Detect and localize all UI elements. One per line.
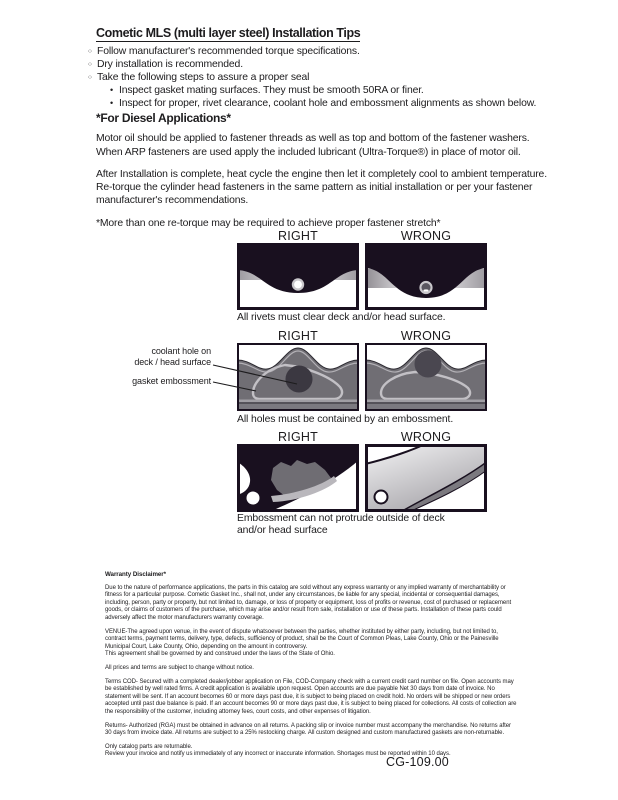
layer-strip bbox=[365, 400, 487, 403]
warranty-paragraph: This agreement shall be governed by and construed under the laws of the State of Ohio. bbox=[105, 651, 335, 658]
filled-bullet-icon: • bbox=[110, 98, 114, 108]
layer-line bbox=[365, 403, 487, 404]
layer-line bbox=[237, 403, 359, 404]
embossment-caption bbox=[237, 513, 477, 536]
embossment-right-diagram bbox=[237, 444, 359, 512]
page-code: CG-109.00 bbox=[386, 755, 449, 769]
wrong-label: WRONG bbox=[400, 329, 452, 343]
retorque-note: *More than one re-torque may be required to achieve proper fastener stretch* bbox=[96, 217, 441, 229]
warranty-heading: Warranty Disclaimer* bbox=[105, 571, 167, 578]
warranty-paragraph: All prices and terms are subject to change without notice. bbox=[105, 664, 254, 671]
rivet-highlight bbox=[423, 289, 428, 291]
warranty-paragraph: Review your invoice and notify us immediately of any incorrect or inaccurate information. Shortages must be reported within 10 days. bbox=[105, 751, 451, 758]
gasket-embossment-label: gasket embossment bbox=[132, 376, 211, 386]
bolt-hole bbox=[375, 491, 388, 504]
tip-text: Inspect for proper, rivet clearance, coolant hole and embossment alignments as shown below. bbox=[119, 98, 537, 109]
tip-text: Follow manufacturer's recommended torque specifications. bbox=[97, 46, 360, 57]
tip-text: Dry installation is recommended. bbox=[97, 59, 243, 70]
open-bullet-icon: ○ bbox=[88, 61, 92, 68]
diesel-paragraph: Motor oil should be applied to fastener threads as well as top and bottom of the fastener washers. When ARP fasteners are used apply the included lubricant (Ultra-Torque®) in place of motor oil. bbox=[96, 133, 530, 158]
coolant-hole bbox=[415, 351, 442, 378]
tip-text: Take the following steps to assure a proper seal bbox=[97, 72, 310, 83]
embossment-caption-line2: and/or head surface bbox=[237, 524, 328, 536]
open-bullet-icon: ○ bbox=[88, 74, 92, 81]
tip-item bbox=[88, 58, 548, 71]
embossment-wrong-diagram bbox=[365, 444, 487, 512]
tip-item bbox=[88, 45, 548, 58]
right-label: RIGHT bbox=[278, 229, 318, 243]
tip-sub-item bbox=[88, 97, 548, 110]
filled-bullet-icon: • bbox=[110, 85, 114, 95]
rivet-right-diagram bbox=[237, 243, 359, 310]
bolt-hole bbox=[247, 492, 260, 505]
rivet-wrong-diagram bbox=[365, 243, 487, 310]
embossment-leader-line bbox=[213, 382, 256, 391]
wrong-label: WRONG bbox=[400, 229, 452, 243]
wrong-label: WRONG bbox=[400, 430, 452, 444]
right-label: RIGHT bbox=[278, 329, 318, 343]
coolant-hole-label-line1: coolant hole on bbox=[151, 346, 211, 356]
page-title: Cometic MLS (multi layer steel) Installation Tips bbox=[96, 26, 361, 40]
tip-item bbox=[88, 71, 548, 84]
tip-sub-item bbox=[88, 84, 548, 97]
warranty-paragraph: VENUE-The agreed upon venue, in the event of dispute whatsoever between the parties, whether instituted by either party, including, but not limited to, contract terms, payment terms, delivery, type, defects, sufficiency of product, shall be the Court of Common Pleas, Lake County, Ohio or the Painesville Municipal Court, Lake County, Ohio, depending on the amount in controversy. bbox=[105, 628, 499, 650]
holes-caption: All holes must be contained by an embossment. bbox=[237, 414, 454, 425]
rivet-center bbox=[294, 281, 302, 289]
coolant-hole-label-line2: deck / head surface bbox=[134, 357, 211, 367]
warranty-paragraph: Terms COD- Secured with a completed dealer/jobber application on File, COD-Company check with a current credit card number on file. Open accounts may be established by well rated firms. A credit application is available upon request. Open accounts are due payable Net 30 days from date of invoice. No statement will be sent. If an account becomes 60 or more days past due, it is subject to being placed on credit hold. No orders will be shipped or new orders accepted until past due balance is paid. If an account becomes 90 or more days past due, it is subject to being placed for collections. All costs of collection are the responsibility of the customer, including attorney fees, court costs, and other expenses of litigation. bbox=[105, 678, 517, 715]
warranty-paragraph: Returns- Authorized (RGA) must be obtained in advance on all returns. A packing slip or invoice number must accompany the merchandise. No returns after 30 days from invoice date. All returns are subject to a 25% restocking charge. All custom designed and custom manufactured gaskets are non-returnable. bbox=[105, 722, 511, 737]
warranty-section bbox=[105, 571, 517, 759]
leader-lines bbox=[110, 340, 310, 400]
warranty-paragraph: Only catalog parts are returnable. bbox=[105, 743, 193, 750]
diesel-paragraph: After Installation is complete, heat cycle the engine then let it completely cool to ambient temperature. Re-torque the cylinder head fasteners in the same pattern as initial installation or per your fastener manufacturer's recommendations. bbox=[96, 168, 547, 207]
coolant-leader-line bbox=[213, 365, 297, 384]
tip-text: Inspect gasket mating surfaces. They must be smooth 50RA or finer. bbox=[119, 85, 424, 96]
diesel-heading: *For Diesel Applications* bbox=[96, 111, 231, 125]
coolant-wrong-diagram bbox=[365, 343, 487, 411]
warranty-paragraph: Due to the nature of performance applications, the parts in this catalog are sold without any express warranty or any implied warranty of merchantability or fitness for a particular purpose. Cometic Gasket Inc., shall not, under any circumstances, be liable for any special, incidental or consequential damages, including, person, party or property, but not limited to, damage, or loss of property or equipment, loss of profits or revenue, cost of purchased or replacement goods, or claims of customers of the purchase, which may arise and/or result from sale, installation or use of these parts. Installation of these parts could adversely affect the motor manufacturers warranty coverage. bbox=[105, 584, 512, 621]
embossment-caption-line1: Embossment can not protrude outside of deck bbox=[237, 513, 445, 524]
right-label: RIGHT bbox=[278, 430, 318, 444]
tips-list bbox=[88, 45, 548, 110]
open-bullet-icon: ○ bbox=[88, 48, 92, 55]
rivet-caption: All rivets must clear deck and/or head surface. bbox=[237, 312, 446, 323]
diesel-section bbox=[96, 112, 548, 239]
